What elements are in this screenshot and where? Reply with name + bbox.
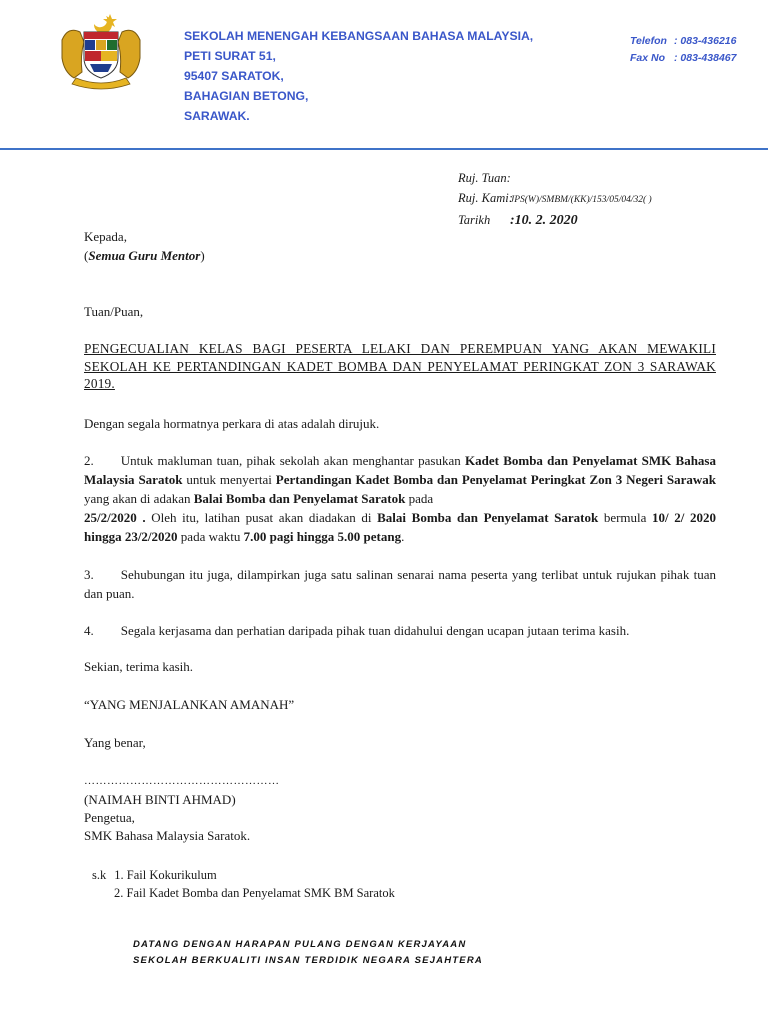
reference-block: [458, 168, 652, 231]
tarikh-label: Tarikh: [458, 213, 491, 227]
paragraph-4: [84, 621, 716, 640]
header-divider: [0, 148, 768, 150]
text-run: pada waktu: [177, 529, 244, 544]
text-run: .: [401, 529, 405, 544]
sk-row-2: [114, 884, 395, 902]
tarikh-row: [458, 210, 652, 231]
ruj-tuan: Ruj. Tuan:: [458, 171, 511, 185]
yang-benar: Yang benar,: [84, 735, 146, 750]
signature-line: ……………………………………………: [84, 775, 280, 787]
fax-label: Fax No: [630, 52, 666, 64]
motto-quote: “YANG MENJALANKAN AMANAH”: [84, 697, 295, 712]
ruj-kami-value: JPS(W)/SMBM/(KK)/153/05/04/32( ): [510, 195, 652, 205]
recipient-line: (Semua Guru Mentor): [84, 248, 205, 263]
ruj-kami-row: [458, 188, 652, 210]
contact-info: [630, 33, 736, 67]
footer-line: SEKOLAH BERKUALITI INSAN TERDIDIK NEGARA SEJAHTERA: [133, 955, 483, 966]
text-run: pada: [405, 491, 434, 506]
address-line: SARAWAK.: [184, 109, 250, 123]
paragraph-3: [84, 565, 716, 603]
signatory-school: SMK Bahasa Malaysia Saratok.: [84, 828, 251, 843]
text-run: Untuk makluman tuan, pihak sekolah akan menghantar pasukan: [120, 453, 465, 468]
closing: Sekian, terima kasih.: [84, 659, 194, 674]
recipient: Semua Guru Mentor: [88, 248, 201, 263]
letter-subject: PENGECUALIAN KELAS BAGI PESERTA LELAKI DAN PEREMPUAN YANG AKAN MEWAKILI SEKOLAH KE PERTANDINGAN KADET BOMBA DAN PENYELAMAT PERINGKAT ZON 3 SARAWAK 2019.: [84, 341, 716, 391]
paragraph-number: 3.: [84, 567, 94, 582]
address-line: BAHAGIAN BETONG,: [184, 89, 309, 103]
fax-value: : 083-438467: [674, 52, 737, 64]
sk-label: s.k: [92, 868, 107, 882]
paragraph-number: 2.: [84, 453, 94, 468]
text-run: Oleh itu, latihan pusat akan diadakan di: [145, 510, 378, 525]
paragraph-text: Sehubungan itu juga, dilampirkan juga satu salinan senarai nama peserta yang terlibat untuk rujukan pihak tuan dan puan.: [84, 567, 716, 601]
footer-line: DATANG DENGAN HARAPAN PULANG DENGAN KERJAYAAN: [133, 939, 467, 950]
telefon-row: [630, 33, 736, 50]
bold-run: 7.00 pagi hingga 5.00 petang: [243, 529, 402, 544]
address-line: SEKOLAH MENENGAH KEBANGSAAN BAHASA MALAYSIA,: [184, 29, 534, 43]
sk-item: 2. Fail Kadet Bomba dan Penyelamat SMK BM Saratok: [114, 886, 395, 900]
fax-row: [630, 50, 736, 67]
bold-run: Pertandingan Kadet Bomba dan Penyelamat Peringkat Zon 3 Negeri Sarawak: [275, 472, 716, 487]
paragraph-number: 4.: [84, 623, 94, 638]
signatory-name: (NAIMAH BINTI AHMAD): [84, 792, 236, 807]
signatory-position: Pengetua,: [84, 810, 135, 825]
text-run: untuk menyertai: [182, 472, 276, 487]
bold-run: Balai Bomba dan Penyelamat Saratok: [377, 510, 599, 525]
telefon-value: : 083-436216: [674, 35, 737, 47]
sk-item: 1. Fail Kokurikulum: [114, 868, 217, 882]
text-run: bermula: [598, 510, 653, 525]
telefon-label: Telefon: [630, 35, 667, 47]
footer-motto: [133, 937, 483, 969]
bold-run: Kadet Bomba dan Penyelamat SMK Bahasa Malaysia Saratok: [84, 453, 716, 487]
address-line: 95407 SARATOK,: [184, 69, 284, 83]
ruj-kami-label: Ruj. Kami:: [458, 191, 513, 205]
sk-row-1: [92, 866, 217, 884]
paragraph-2: [84, 451, 716, 546]
paragraph-text: Segala kerjasama dan perhatian daripada pihak tuan didahului dengan ucapan jutaan terima kasih.: [120, 623, 630, 638]
salutation: Tuan/Puan,: [84, 304, 144, 319]
text-run: yang akan di adakan: [84, 491, 194, 506]
school-address: [184, 26, 533, 126]
bold-run: 10/ 2/ 2020 hingga 23/2/2020: [84, 510, 716, 544]
bold-run: Balai Bomba dan Penyelamat Saratok: [193, 491, 406, 506]
intro-paragraph: Dengan segala hormatnya perkara di atas adalah dirujuk.: [84, 416, 380, 431]
tarikh-value: :10. 2. 2020: [510, 213, 578, 228]
kepada: Kepada,: [84, 229, 127, 244]
address-line: PETI SURAT 51,: [184, 49, 276, 63]
bold-run: 25/2/2020 .: [84, 510, 146, 525]
coat-of-arms-icon: [54, 10, 148, 92]
